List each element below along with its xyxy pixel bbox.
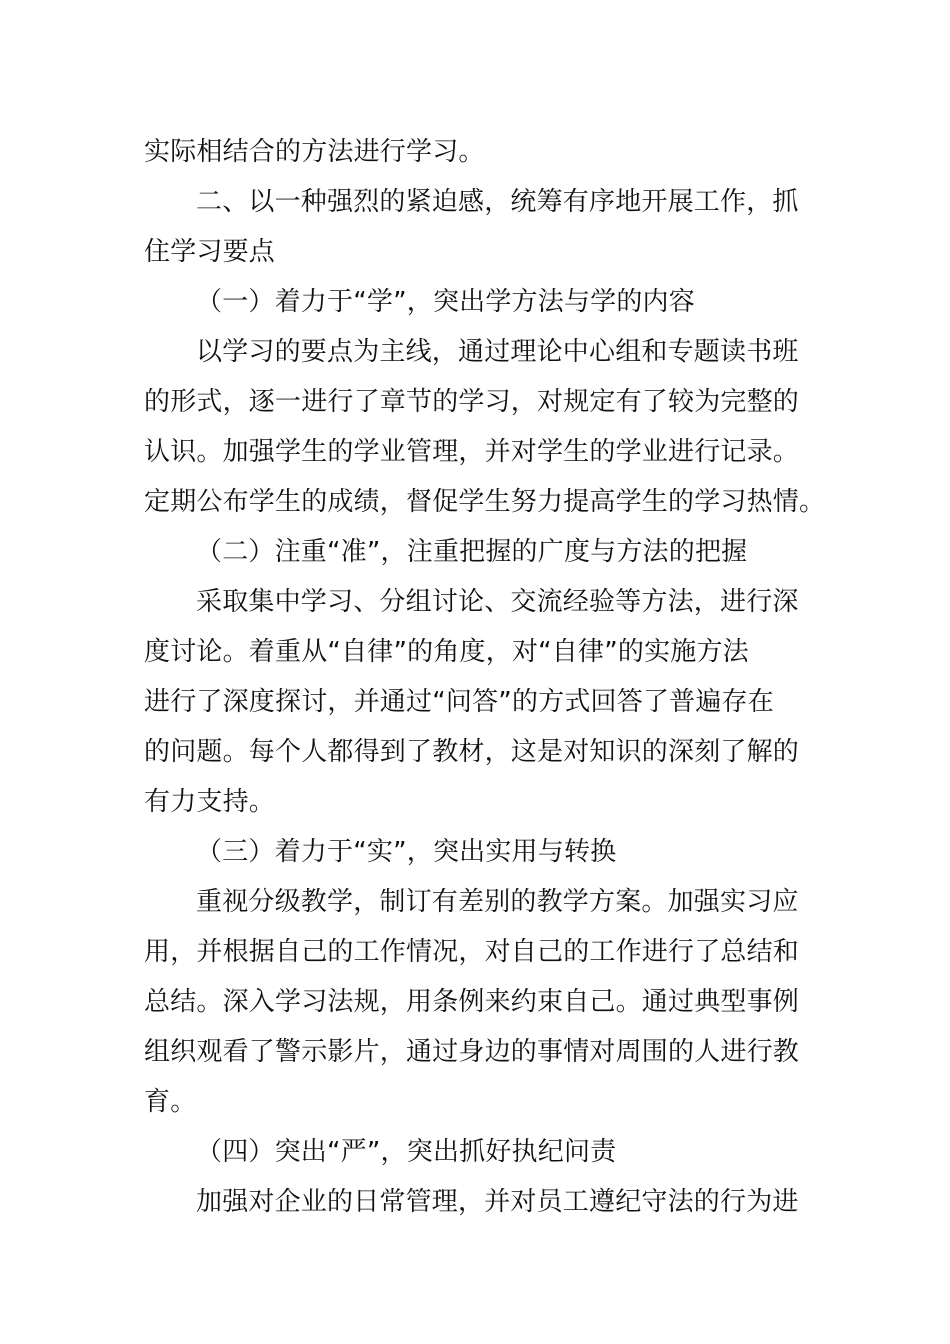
subsection-heading: （一）着力于“学”，突出学方法与学的内容 xyxy=(196,287,695,317)
text-line: 总结。深入学习法规，用条例来约束自己。通过典型事例 xyxy=(144,987,800,1017)
text-line: 重视分级教学，制订有差别的教学方案。加强实习应 xyxy=(196,887,799,917)
text-line: 组织观看了警示影片，通过身边的事情对周围的人进行教 xyxy=(144,1037,800,1067)
text-line: 实际相结合的方法进行学习。 xyxy=(144,137,485,167)
subsection-heading: （二）注重“准”，注重把握的广度与方法的把握 xyxy=(196,537,748,567)
section-heading: 二、以一种强烈的紧迫感，统筹有序地开展工作，抓 xyxy=(196,187,799,217)
text-line: 有力支持。 xyxy=(144,787,276,817)
text-line: 定期公布学生的成绩，督促学生努力提高学生的学习热情。 xyxy=(144,487,826,517)
text-line: 度讨论。着重从“自律”的角度，对“自律”的实施方法 xyxy=(144,637,749,667)
text-line: 认识。加强学生的学业管理，并对学生的学业进行记录。 xyxy=(144,437,800,467)
text-line: 加强对企业的日常管理，并对员工遵纪守法的行为进 xyxy=(196,1187,799,1217)
text-line: 以学习的要点为主线，通过理论中心组和专题读书班 xyxy=(196,337,799,367)
text-line: 采取集中学习、分组讨论、交流经验等方法，进行深 xyxy=(196,587,799,617)
subsection-heading: （三）着力于“实”，突出实用与转换 xyxy=(196,837,617,867)
subsection-heading: （四）突出“严”，突出抓好执纪问责 xyxy=(196,1137,617,1167)
text-line: 进行了深度探讨，并通过“问答”的方式回答了普遍存在 xyxy=(144,687,774,717)
text-line: 育。 xyxy=(144,1087,197,1117)
text-line: 用，并根据自己的工作情况，对自己的工作进行了总结和 xyxy=(144,937,800,967)
section-heading-continued: 住学习要点 xyxy=(144,237,276,267)
text-line: 的问题。每个人都得到了教材，这是对知识的深刻了解的 xyxy=(144,737,800,767)
text-line: 的形式，逐一进行了章节的学习，对规定有了较为完整的 xyxy=(144,387,800,417)
